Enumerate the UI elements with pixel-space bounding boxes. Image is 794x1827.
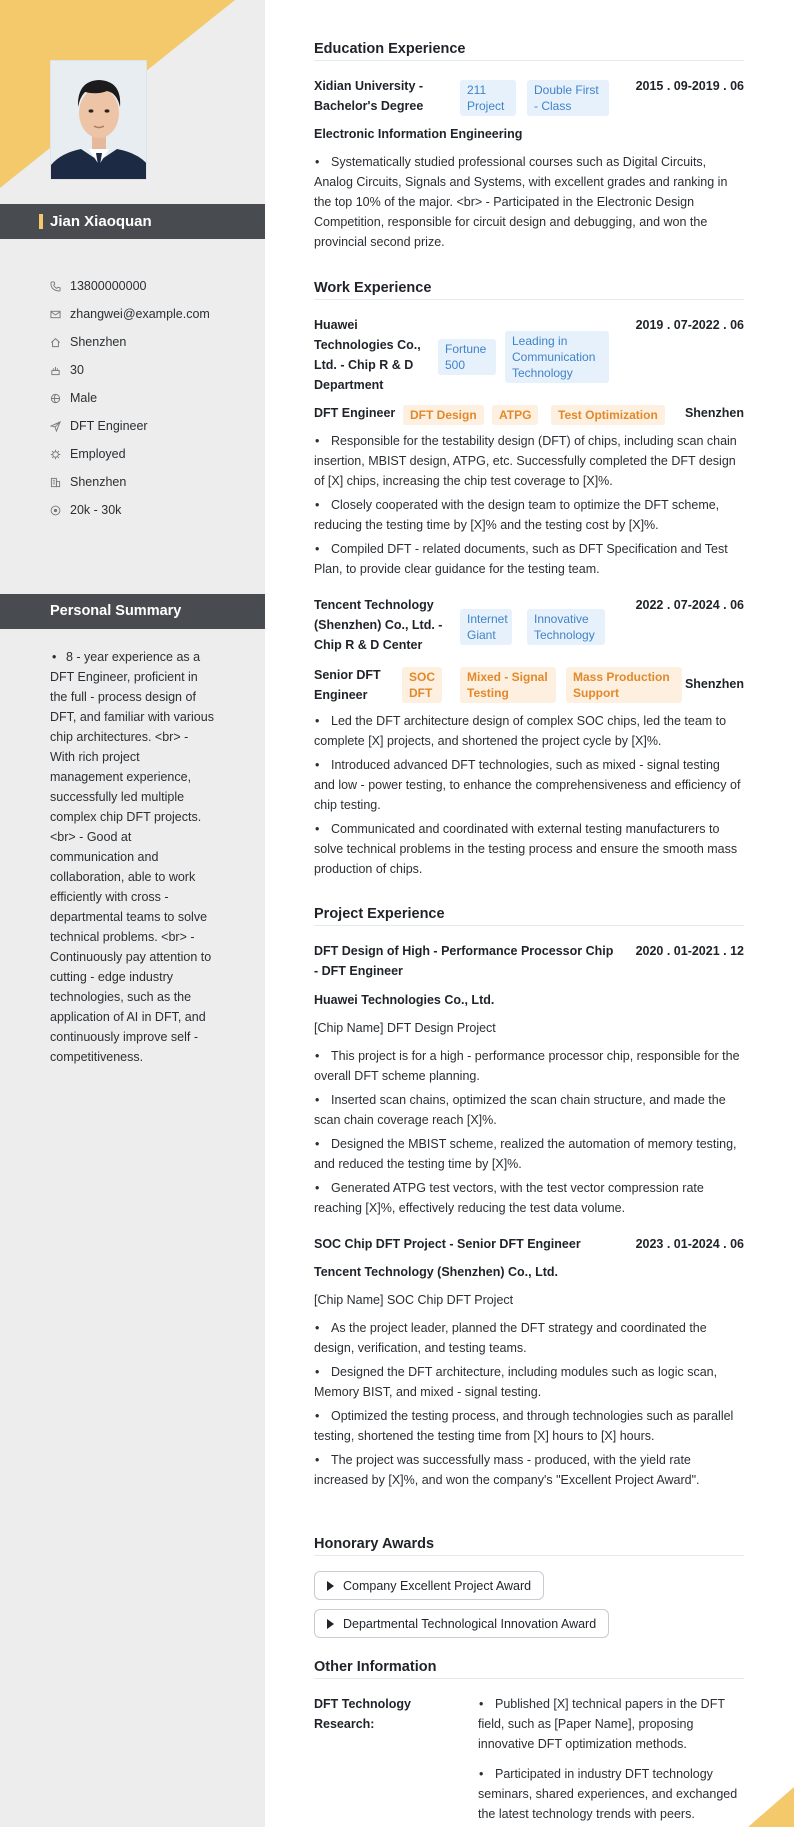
skill-tag: SOC DFT <box>402 667 442 703</box>
contact-value: 13800000000 <box>70 279 147 293</box>
contact-phone <box>50 272 250 300</box>
other-label: DFT Technology Research: <box>314 1697 411 1731</box>
education-tag: Double First - Class <box>527 80 609 116</box>
skill-tag: ATPG <box>492 405 538 425</box>
send-icon <box>50 421 70 432</box>
job-bullet <box>314 431 744 491</box>
project-bullet <box>314 1134 744 1174</box>
project-date: 2023 . 01-2024 . 06 <box>635 1237 744 1251</box>
award-label: Company Excellent Project Award <box>343 1578 532 1593</box>
project-bullet <box>314 1318 744 1358</box>
contact-list <box>50 272 250 524</box>
caret-right-icon <box>327 1581 334 1591</box>
building-icon <box>50 477 70 488</box>
job-tag: Leading in Communication Technology <box>505 331 609 383</box>
divider <box>314 299 744 300</box>
contact-value: zhangwei@example.com <box>70 307 210 321</box>
contact-value: Shenzhen <box>70 335 127 349</box>
bullet-text: Communicated and coordinated with external testing manufacturers to solve technical problems in the testing process and ensure the smooth mass production of chips. <box>314 822 738 876</box>
job-bullet <box>314 495 744 535</box>
phone-icon <box>50 281 70 292</box>
bullet: • <box>315 1365 320 1379</box>
contact-age <box>50 356 250 384</box>
bullet: • <box>315 822 320 836</box>
job-bullet <box>314 755 744 815</box>
bullet-text: Designed the MBIST scheme, realized the automation of memory testing, and reduced the testing time by [X]%. <box>314 1137 737 1171</box>
bullet: • <box>315 1093 320 1107</box>
bullet-text: This project is for a high - performance processor chip, responsible for the overall DFT scheme planning. <box>314 1049 740 1083</box>
bullet: • <box>479 1767 484 1781</box>
bullet-text: Compiled DFT - related documents, such as DFT Specification and Test Plan, to provide clear guidance for the testing team. <box>314 542 728 576</box>
divider <box>314 1678 744 1679</box>
project-bullet <box>314 1450 744 1490</box>
skill-tag: DFT Design <box>403 405 484 425</box>
job-company: Huawei Technologies Co., Ltd. - Chip R & D Department <box>314 318 421 392</box>
bullet: • <box>52 650 57 664</box>
bullet: • <box>315 1137 320 1151</box>
job-tag: Fortune 500 <box>438 339 496 375</box>
bullet: • <box>315 1049 320 1063</box>
bullet-text: Systematically studied professional courses such as Digital Circuits, Analog Circuits, Signals and Systems, with excellent grades and ranking in the top 10% of the major. <br> - Participated in the Electronic Design Competition, responsible for circuit design and debugging, and won the provincial second prize. <box>314 155 728 249</box>
bullet: • <box>315 1181 320 1195</box>
projects-title: Project Experience <box>314 906 445 922</box>
project-name: SOC Chip DFT Project - Senior DFT Engineer <box>314 1237 581 1251</box>
job-bullet <box>314 539 744 579</box>
bullet: • <box>315 434 320 448</box>
award-label: Departmental Technological Innovation Award <box>343 1616 597 1631</box>
award-item[interactable] <box>314 1571 544 1600</box>
project-bullet <box>314 1406 744 1446</box>
contact-email <box>50 300 250 328</box>
divider <box>314 60 744 61</box>
summary-title: Personal Summary <box>50 603 182 619</box>
job-date: 2022 . 07-2024 . 06 <box>635 598 744 612</box>
job-tag: Internet Giant <box>460 609 512 645</box>
other-title: Other Information <box>314 1659 437 1675</box>
project-subtitle: [Chip Name] DFT Design Project <box>314 1021 496 1035</box>
contact-gender <box>50 384 250 412</box>
sidebar <box>0 0 265 1827</box>
job-bullet <box>314 711 744 751</box>
status-icon <box>50 449 70 460</box>
corner-decoration <box>748 1787 794 1827</box>
cake-icon <box>50 365 70 376</box>
bullet: • <box>315 758 320 772</box>
bullet: • <box>315 1453 320 1467</box>
bullet-text: Introduced advanced DFT technologies, such as mixed - signal testing and low - power testing, to enhance the comprehensiveness and efficiency of chip testing. <box>314 758 741 812</box>
project-bullet <box>314 1090 744 1130</box>
bullet: • <box>315 542 320 556</box>
salary-icon <box>50 505 70 516</box>
job-bullet <box>314 819 744 879</box>
job-company: Tencent Technology (Shenzhen) Co., Ltd. - Chip R & D Center <box>314 598 443 652</box>
project-date: 2020 . 01-2021 . 12 <box>635 944 744 958</box>
contact-value: Shenzhen <box>70 475 127 489</box>
project-bullet <box>314 1362 744 1402</box>
gender-icon <box>50 393 70 404</box>
bullet-text: Published [X] technical papers in the DFT field, such as [Paper Name], proposing innovative DFT optimization methods. <box>478 1697 725 1751</box>
education-bullet <box>314 152 744 252</box>
education-major: Electronic Information Engineering <box>314 127 523 141</box>
bullet: • <box>315 1321 320 1335</box>
bullet-text: Participated in industry DFT technology seminars, shared experiences, and exchanged the latest technology trends with peers. <box>478 1767 738 1821</box>
bullet-text: Closely cooperated with the design team to optimize the DFT scheme, reducing the testing time by [X]% and the testing cost by [X]%. <box>314 498 720 532</box>
bullet: • <box>315 714 320 728</box>
education-tag: 211 Project <box>460 80 516 116</box>
job-tag: Innovative Technology <box>527 609 605 645</box>
project-bullet <box>314 1046 744 1086</box>
summary-text: 8 - year experience as a DFT Engineer, proficient in the full - process design of DFT, and familiar with various chip architectures. <br> - With rich project management experience, successfully led multiple complex chip DFT projects. <br> - Good at communication and collaboration, able to work efficiently with cross - departmental teams to solve technical problems. <br> - Continuously pay attention to cutting - edge industry technologies, such as the application of AI in DFT, and continuously improve self - competitiveness. <box>50 650 214 1064</box>
contact-value: 30 <box>70 363 84 377</box>
bullet: • <box>315 498 320 512</box>
email-icon <box>50 309 70 320</box>
bullet: • <box>479 1697 484 1711</box>
bullet-text: As the project leader, planned the DFT strategy and coordinated the design, verification, and testing teams. <box>314 1321 707 1355</box>
skill-tag: Mixed - Signal Testing <box>460 667 556 703</box>
contact-location <box>50 328 250 356</box>
contact-value: Male <box>70 391 98 405</box>
bullet-text: Generated ATPG test vectors, with the test vector compression rate reaching [X]%, effectively reducing the test data volume. <box>314 1181 704 1215</box>
caret-right-icon <box>327 1619 334 1629</box>
summary-body <box>50 647 215 1067</box>
project-subtitle: [Chip Name] SOC Chip DFT Project <box>314 1293 514 1307</box>
summary-header <box>0 594 265 629</box>
job-date: 2019 . 07-2022 . 06 <box>635 318 744 332</box>
profile-photo-icon <box>51 61 147 180</box>
bullet: • <box>315 1409 320 1423</box>
award-item[interactable] <box>314 1609 609 1638</box>
bullet-text: Inserted scan chains, optimized the scan chain structure, and made the scan chain coverage reach [X]%. <box>314 1093 726 1127</box>
name-accent <box>39 214 43 229</box>
awards-title: Honorary Awards <box>314 1536 435 1552</box>
bullet-text: Designed the DFT architecture, including modules such as logic scan, Memory BIST, and mixed - signal testing. <box>314 1365 718 1399</box>
bullet: • <box>315 155 320 169</box>
contact-value: DFT Engineer <box>70 419 148 433</box>
bullet-text: The project was successfully mass - produced, with the yield rate increased by [X]%, and won the company's "Excellent Project Award". <box>314 1453 700 1487</box>
divider <box>314 1555 744 1556</box>
education-school: Xidian University - Bachelor's Degree <box>314 79 424 113</box>
other-bullet <box>478 1694 744 1754</box>
contact-value: 20k - 30k <box>70 503 122 517</box>
avatar <box>50 60 147 180</box>
skill-tag: Test Optimization <box>551 405 665 425</box>
other-bullet <box>478 1764 744 1824</box>
contact-salary <box>50 496 250 524</box>
contact-status <box>50 440 250 468</box>
bullet-text: Responsible for the testability design (DFT) of chips, including scan chain insertion, MBIST design, ATPG, etc. Successfully completed the DFT design of [X] chips, increasing the chip test coverage to [X]%. <box>314 434 737 488</box>
project-company: Huawei Technologies Co., Ltd. <box>314 993 495 1007</box>
education-title: Education Experience <box>314 41 466 57</box>
job-role: Senior DFT Engineer <box>314 668 381 702</box>
contact-city <box>50 468 250 496</box>
job-location: Shenzhen <box>684 677 744 691</box>
project-bullet <box>314 1178 744 1218</box>
job-role: DFT Engineer <box>314 406 396 420</box>
name-bar <box>0 204 265 239</box>
home-icon <box>50 337 70 348</box>
bullet-text: Led the DFT architecture design of complex SOC chips, led the team to complete [X] projects, and shortened the project cycle by [X]%. <box>314 714 727 748</box>
contact-position <box>50 412 250 440</box>
project-name: DFT Design of High - Performance Processor Chip - DFT Engineer <box>314 944 614 978</box>
contact-value: Employed <box>70 447 126 461</box>
skill-tag: Mass Production Support <box>566 667 682 703</box>
education-date: 2015 . 09-2019 . 06 <box>635 79 744 93</box>
bullet-text: Optimized the testing process, and through technologies such as parallel testing, shortened the testing time from [X] hours to [X] hours. <box>314 1409 734 1443</box>
job-location: Shenzhen <box>684 406 744 420</box>
work-title: Work Experience <box>314 280 432 296</box>
project-company: Tencent Technology (Shenzhen) Co., Ltd. <box>314 1265 558 1279</box>
divider <box>314 925 744 926</box>
candidate-name: Jian Xiaoquan <box>50 213 152 230</box>
